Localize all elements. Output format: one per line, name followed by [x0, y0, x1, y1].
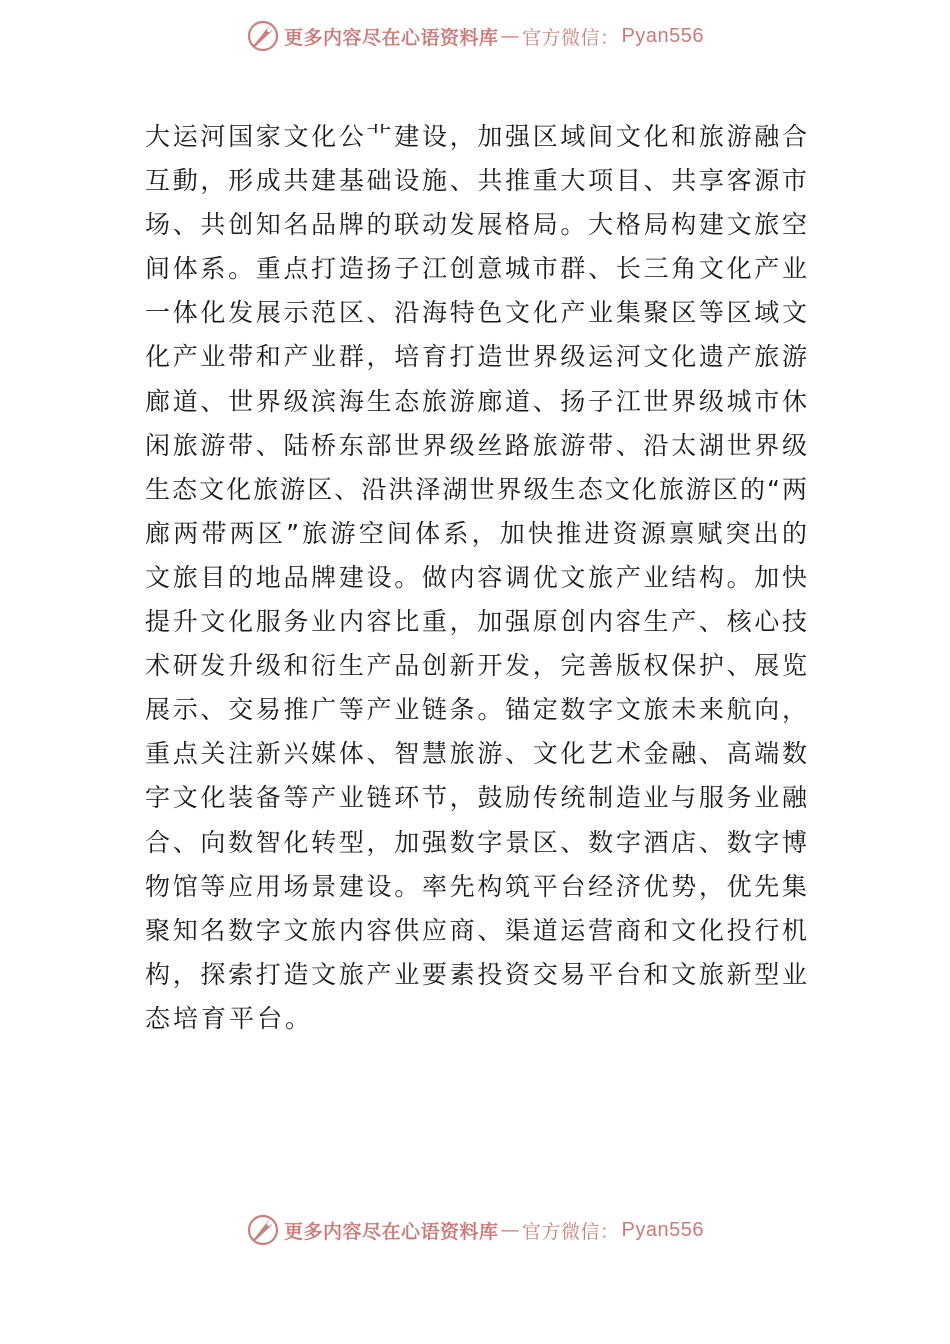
- watermark-account: Pyan556: [621, 1218, 704, 1241]
- text-line: 重点关注新兴媒体、智慧旅游、文化艺术金融、高端数: [145, 739, 807, 769]
- pen-nib-logo-icon: [246, 1213, 280, 1247]
- text-line: 文旅目的地品牌建设。做内容调优文旅产业结构。加快: [145, 562, 807, 592]
- watermark-title: 更多内容尽在心语资料库: [284, 26, 499, 49]
- text-line: 廊两带两区”旅游空间体系，加快推进资源禀赋突出的: [145, 518, 807, 548]
- text-line: 展示、交易推广等产业链条。锚定数字文旅未来航向，: [145, 695, 807, 725]
- watermark-separator: —: [500, 25, 521, 47]
- text-line: 术研发升级和衍生产品创新开发，完善版权保护、展览: [145, 651, 807, 681]
- text-line: 合、向数智化转型，加强数字景区、数字酒店、数字博: [145, 827, 807, 857]
- text-line: 态培育平台。: [145, 1003, 314, 1033]
- header-watermark: [0, 16, 950, 56]
- text-line: 生态文化旅游区、沿洪泽湖世界级生态文化旅游区的“两: [145, 474, 807, 504]
- text-line: 字文化装备等产业链环节，鼓励传统制造业与服务业融: [145, 783, 807, 813]
- text-line: 闲旅游带、陆桥东部世界级丝路旅游带、沿太湖世界级: [145, 430, 807, 460]
- watermark-account: Pyan556: [621, 24, 704, 47]
- text-line: 大运河国家文化公⻀建设，加强区域间文化和旅游融合: [145, 122, 807, 151]
- text-line: 构，探索打造文旅产业要素投资交易平台和文旅新型业: [145, 959, 807, 989]
- watermark-label: 官方微信：: [522, 26, 620, 49]
- text-line: 互動，形成共建基础设施、共推重大项目、共享客源市: [145, 166, 807, 196]
- text-line: 物馆等应用场景建设。率先构筑平台经济优势，优先集: [145, 871, 807, 901]
- text-line: 间体系。重点打造扬子江创意城市群、长三角文化产业: [145, 254, 807, 284]
- text-line: 场、共创知名品牌的联动发展格局。大格局构建文旅空: [145, 210, 807, 240]
- watermark-title: 更多内容尽在心语资料库: [284, 1220, 499, 1243]
- pen-nib-logo-icon: [246, 19, 280, 53]
- text-line: 一体化发展示范区、沿海特色文化产业集聚区等区域文: [145, 298, 807, 328]
- document-body: [145, 115, 807, 1041]
- text-line: 提升文化服务业内容比重，加强原创内容生产、核心技: [145, 607, 807, 637]
- text-line: 化产业带和产业群，培育打造世界级运河文化遗产旅游: [145, 342, 807, 372]
- text-line: 廊道、世界级滨海生态旅游廊道、扬子江世界级城市休: [145, 386, 807, 416]
- watermark-label: 官方微信：: [522, 1220, 620, 1243]
- text-line: 聚知名数字文旅内容供应商、渠道运营商和文化投行机: [145, 915, 807, 945]
- watermark-separator: —: [500, 1219, 521, 1241]
- footer-watermark: [0, 1210, 950, 1250]
